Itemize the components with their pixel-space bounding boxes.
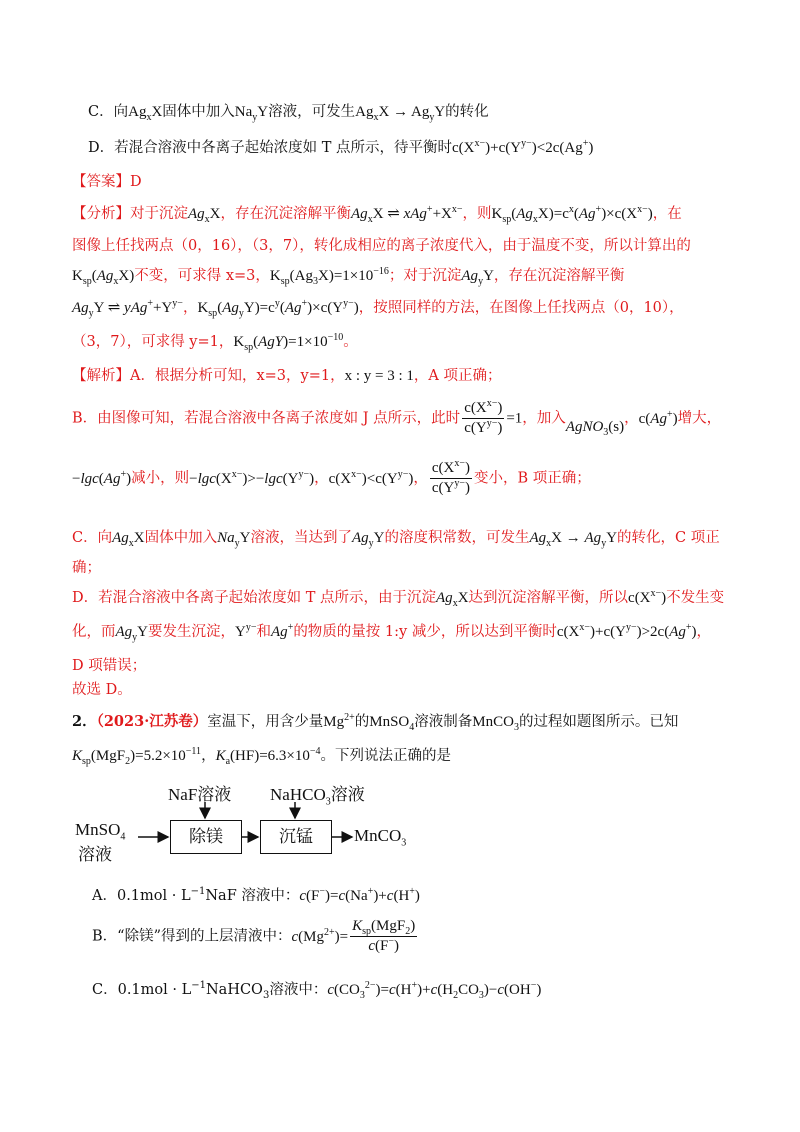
solution-b-1: B．由图像可知，若混合溶液中各离子浓度如 J 点所示，此时 $\frac{c(X^{x-})}{c(Y^{y-})}$ =1，加入AgNO$_3$(s)，c(Ag+)增大， bbox=[72, 398, 722, 438]
answer-line: 【答案】D bbox=[72, 174, 142, 190]
analysis-line-3: $K_{sp}(Ag_xX)$不变，可求得 x=3，$K_{sp}(Ag_3X)=1\times 10^{-16}$；对于沉淀$Ag_yY$，存在沉淀溶解平衡 bbox=[72, 266, 625, 287]
solution-a: 【解析】A．根据分析可知，x=3，y=1，x : y = 3 : 1，A 项正确； bbox=[72, 368, 502, 384]
solution-d-1: D．若混合溶液中各离子起始浓度如 T 点所示，由于沉淀$Ag_xX$达到沉淀溶解平衡，所以$c(X^{x-})$不发生变 bbox=[72, 588, 725, 609]
box-precipitate-mn: 沉锰 bbox=[260, 820, 332, 854]
solution-d-3: D 项错误； bbox=[72, 658, 147, 674]
question-2-line-1: 2．（2023·江苏卷）室温下，用含少量$Mg^{2+}$的MnSO$_4$溶液制备MnCO$_3$的过程如题图所示。已知 bbox=[72, 712, 679, 733]
analysis-line-4: $Ag_yY$ ⇌ $yAg^++Y^{y-}$，$K_{sp}(Ag_yY)=c^y(Ag^+)\times c(Y^{y-})$，按照同样的方法，在图像上任找两点（0，10）， bbox=[72, 298, 684, 319]
analysis-line-2: 图像上任找两点（0，16），（3，7），转化成相应的离子浓度代入，由于温度不变，所以计算出的 bbox=[72, 238, 691, 254]
process-diagram bbox=[60, 780, 480, 880]
solution-b-2: −lgc(Ag+)减小，则$-\lg c(X^{x-})>-\lg c(Y^{y-})$，$c(X^{x-})<c(Y^{y-})$， $\frac{c(X^{x-})}{c(Y^{y-})}$ 变小，B 项正确； bbox=[72, 458, 591, 496]
diagram-arrows bbox=[60, 780, 480, 880]
option-d: D．若混合溶液中各离子起始浓度如 T 点所示，待平衡时$c(X^{x-})+c(Y^{y-})<2c(Ag^+)$ bbox=[88, 138, 594, 156]
reagent-naf: NaF溶液 bbox=[168, 785, 232, 804]
option-2b: B．“除镁”得到的上层清液中：$c(Mg^{2+})=$ $\frac{K_{sp}(MgF_2)}{c(F^-)}$ bbox=[92, 918, 416, 954]
product-mnco3: MnCO$_3$ bbox=[354, 826, 407, 849]
start-solution: 溶液 bbox=[78, 845, 112, 864]
solution-d-2: 化，而$Ag_yY$要发生沉淀，$Y^{y-}$和Ag+的物质的量按 1:y 减少，所以达到平衡时$c(X^{x-})+c(Y^{y-})>2c(Ag^+)$， bbox=[72, 622, 711, 643]
solution-c-1: C．向$Ag_xX$固体中加入$Na_yY$溶液，当达到了$Ag_yY$的溶度积常数，可发生$Ag_xX \to Ag_yY$的转化，C 项正 bbox=[72, 530, 720, 549]
box-demagnesium: 除镁 bbox=[170, 820, 242, 854]
question-2-line-2: $K_{sp}(MgF_2)=5.2\times 10^{-11}$，$K_a(HF)=6.3\times 10^{-4}$。下列说法正确的是 bbox=[72, 746, 452, 767]
solution-e: 故选 D。 bbox=[72, 682, 132, 698]
analysis-line-5: （3，7），可求得 y=1，$K_{sp}(AgY)=1\times 10^{-10}$。 bbox=[72, 332, 358, 353]
option-c: C．向$Ag_xX$固体中加入$Na_yY$溶液，可发生$Ag_xX \to Ag_yY$的转化 bbox=[88, 104, 489, 123]
reagent-nahco3: NaHCO$_3$溶液 bbox=[270, 785, 365, 808]
option-2a: A．$0.1mol \cdot L^{-1}NaF$ 溶液中：c(F−)=c(Na+)+c(H+) bbox=[92, 886, 420, 904]
solution-c-2: 确； bbox=[72, 560, 101, 576]
start-mnso4: MnSO$_4$ bbox=[75, 820, 126, 843]
analysis-line-1: 【分析】对于沉淀$Ag_xX$，存在沉淀溶解平衡$Ag_xX$ ⇌ $xAg^++X^{x-}$，则$K_{sp}(Ag_xX)=c^x(Ag^+)\times c(X^{x-})$，在 bbox=[72, 204, 682, 225]
option-2c: C．$0.1mol \cdot L^{-1}NaHCO_3$溶液中：$c(CO_3^{2-})=c(H^+)+c(H_2CO_3)-c(OH^-)$ bbox=[92, 980, 542, 1001]
